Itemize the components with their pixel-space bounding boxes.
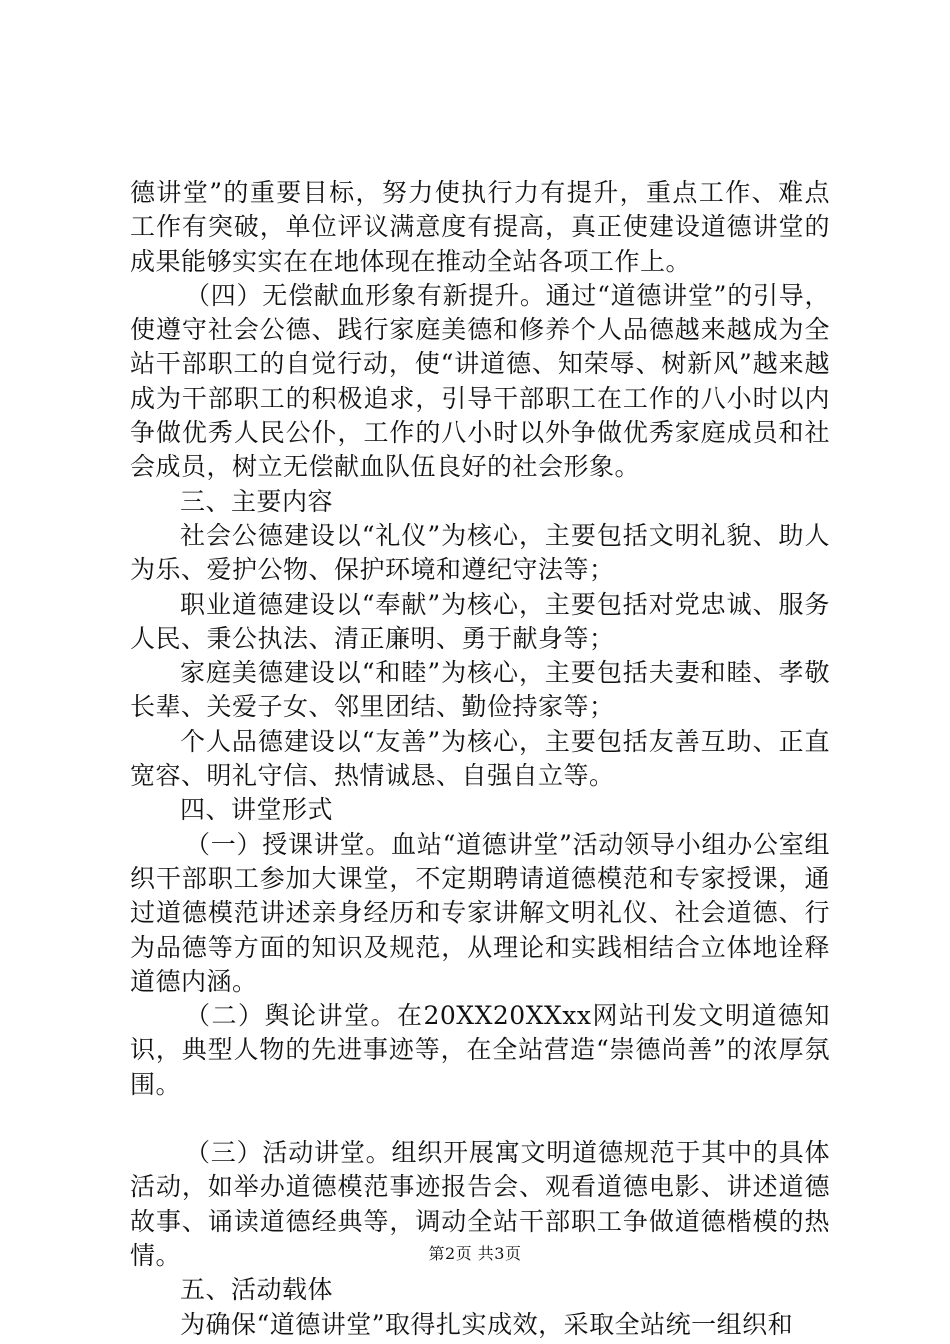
paragraph-professional-ethics: 职业道德建设以“奉献”为核心，主要包括对党忠诚、服务人民、秉公执法、清正廉明、勇于献身等； — [130, 589, 830, 653]
paragraph-blood-donation-image: （四）无偿献血形象有新提升。通过“道德讲堂”的引导，使遵守社会公德、践行家庭美德和修养个人品德越来越成为全站干部职工的自觉行动，使“讲道德、知荣辱、树新风”越来越成为干部职工的积极追求，引导干部职工在工作的八小时以内争做优秀人民公仆，工作的八小时以外争做优秀家庭成员和社会成员，树立无偿献血队伍良好的社会形象。 — [130, 280, 830, 482]
paragraph-public-opinion-lecture: （二）舆论讲堂。在20XX20XXxx网站刊发文明道德知识，典型人物的先进事迹等，在全站营造“崇德尚善”的浓厚氛围。 — [130, 1001, 830, 1099]
section-heading-activity-carrier: 五、活动载体 — [180, 1275, 334, 1305]
paragraph-activity-lecture: （三）活动讲堂。组织开展寓文明道德规范于其中的具体活动，如举办道德模范事迹报告会、观看道德电影、讲述道德故事、诵读道德经典等，调动全站干部职工争做道德楷模的热情。 — [130, 1138, 830, 1270]
section-heading-main-content: 三、主要内容 — [180, 486, 334, 516]
page-number-footer: 第2页 共3页 — [428, 1244, 522, 1263]
paragraph-personal-character: 个人品德建设以“友善”为核心，主要包括友善互助、正直宽容、明礼守信、热情诚恳、自强自立等。 — [130, 726, 830, 791]
paragraph-ensure-results: 为确保“道德讲堂”取得扎实成效，采取全站统一组织和 — [180, 1309, 794, 1339]
paragraph-social-morality: 社会公德建设以“礼仪”为核心，主要包括文明礼貌、助人为乐、爱护公物、保护环境和遵纪守法等； — [130, 520, 830, 585]
paragraph-family-virtue: 家庭美德建设以“和睦”为核心，主要包括夫妻和睦、孝敬长辈、关爱子女、邻里团结、勤俭持家等； — [130, 658, 830, 722]
paragraph-continued-goal: 德讲堂”的重要目标，努力使执行力有提升，重点工作、难点工作有突破，单位评议满意度有提高，真正使建设道德讲堂的成果能够实实在在地体现在推动全站各项工作上。 — [130, 178, 830, 276]
section-heading-lecture-forms: 四、讲堂形式 — [180, 795, 334, 825]
paragraph-teaching-lecture: （一）授课讲堂。血站“道德讲堂”活动领导小组办公室组织干部职工参加大课堂，不定期聘请道德模范和专家授课，通过道德模范讲述亲身经历和专家讲解文明礼仪、社会道德、行为品德等方面的知识及规范，从理论和实践相结合立体地诠释道德内涵。 — [130, 829, 830, 996]
document-body — [130, 176, 830, 1342]
